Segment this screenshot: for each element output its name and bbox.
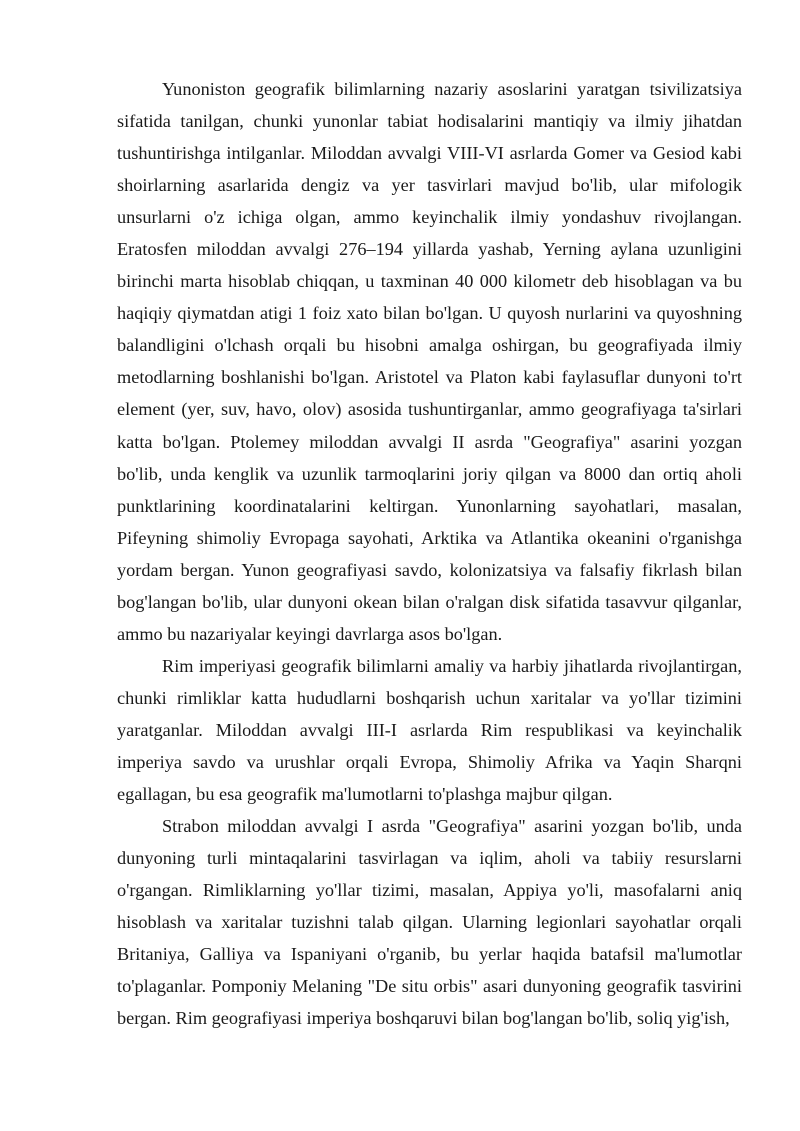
paragraph-roman-empire: Rim imperiyasi geografik bilimlarni amaliy va harbiy jihatlarda rivojlantirgan, chunki rimliklar katta hududlarni boshqarish uchun xaritalar va yo'llar tizimini yaratganlar. Miloddan avvalgi III-I asrlarda Rim respublikasi va keyinchalik imperiya savdo va urushlar orqali Evropa, Shimoliy Afrika va Yaqin Sharqni egallagan, bu esa geografik ma'lumotlarni to'plashga majbur qilgan.	[117, 655, 742, 805]
paragraph-strabo: Strabon miloddan avvalgi I asrda "Geografiya" asarini yozgan bo'lib, unda dunyoning turli mintaqalarini tasvirlagan va iqlim, aholi va tabiiy resurslarni o'rgangan. Rimliklarning yo'llar tizimi, masalan, Appiya yo'li, masofalarni aniq hisoblash va xaritalar tuzishni talab qilgan. Ularning legionlari sayohatlar orqali Britaniya, Galliya va Ispaniyani o'rganib, bu yerlar haqida batafsil ma'lumotlar to'plaganlar. Pomponiy Melaning "De situ orbis" asari dunyoning geografik tasvirini bergan. Rim geografiyasi imperiya boshqaruvi bilan bog'langan bo'lib, soliq yig'ish,	[117, 816, 742, 1029]
body-text	[117, 73, 742, 1034]
paragraph-greek-geography: Yunoniston geografik bilimlarning nazariy asoslarini yaratgan tsivilizatsiya sifatida tanilgan, chunki yunonlar tabiat hodisalarini mantiqiy va ilmiy jihatdan tushuntirishga intilganlar. Miloddan avvalgi VIII-VI asrlarda Gomer va Gesiod kabi shoirlarning asarlarida dengiz va yer tasvirlari mavjud bo'lib, ular mifologik unsurlarni o'z ichiga olgan, ammo keyinchalik ilmiy yondashuv rivojlangan. Eratosfen miloddan avvalgi 276–194 yillarda yashab, Yerning aylana uzunligini birinchi marta hisoblab chiqqan, u taxminan 40 000 kilometr deb hisoblagan va bu haqiqiy qiymatdan atigi 1 foiz xato bilan bo'lgan. U quyosh nurlarini va quyoshning balandligini o'lchash orqali bu hisobni amalga oshirgan, bu geografiyada ilmiy metodlarning boshlanishi bo'lgan. Aristotel va Platon kabi faylasuflar dunyoni to'rt element (yer, suv, havo, olov) asosida tushuntirganlar, ammo geografiyaga ta'sirlari katta bo'lgan. Ptolemey miloddan avvalgi II asrda "Geografiya" asarini yozgan bo'lib, unda kenglik va uzunlik tarmoqlarini joriy qilgan va 8000 dan ortiq aholi punktlarining koordinatalarini keltirgan. Yunonlarning sayohatlari, masalan, Pifeyning shimoliy Evropaga sayohati, Arktika va Atlantika okeanini o'rganishga yordam bergan. Yunon geografiyasi savdo, kolonizatsiya va falsafiy fikrlash bilan bog'langan bo'lib, ular dunyoni okean bilan o'ralgan disk sifatida tasavvur qilganlar, ammo bu nazariyalar keyingi davrlarga asos bo'lgan.	[117, 79, 742, 644]
